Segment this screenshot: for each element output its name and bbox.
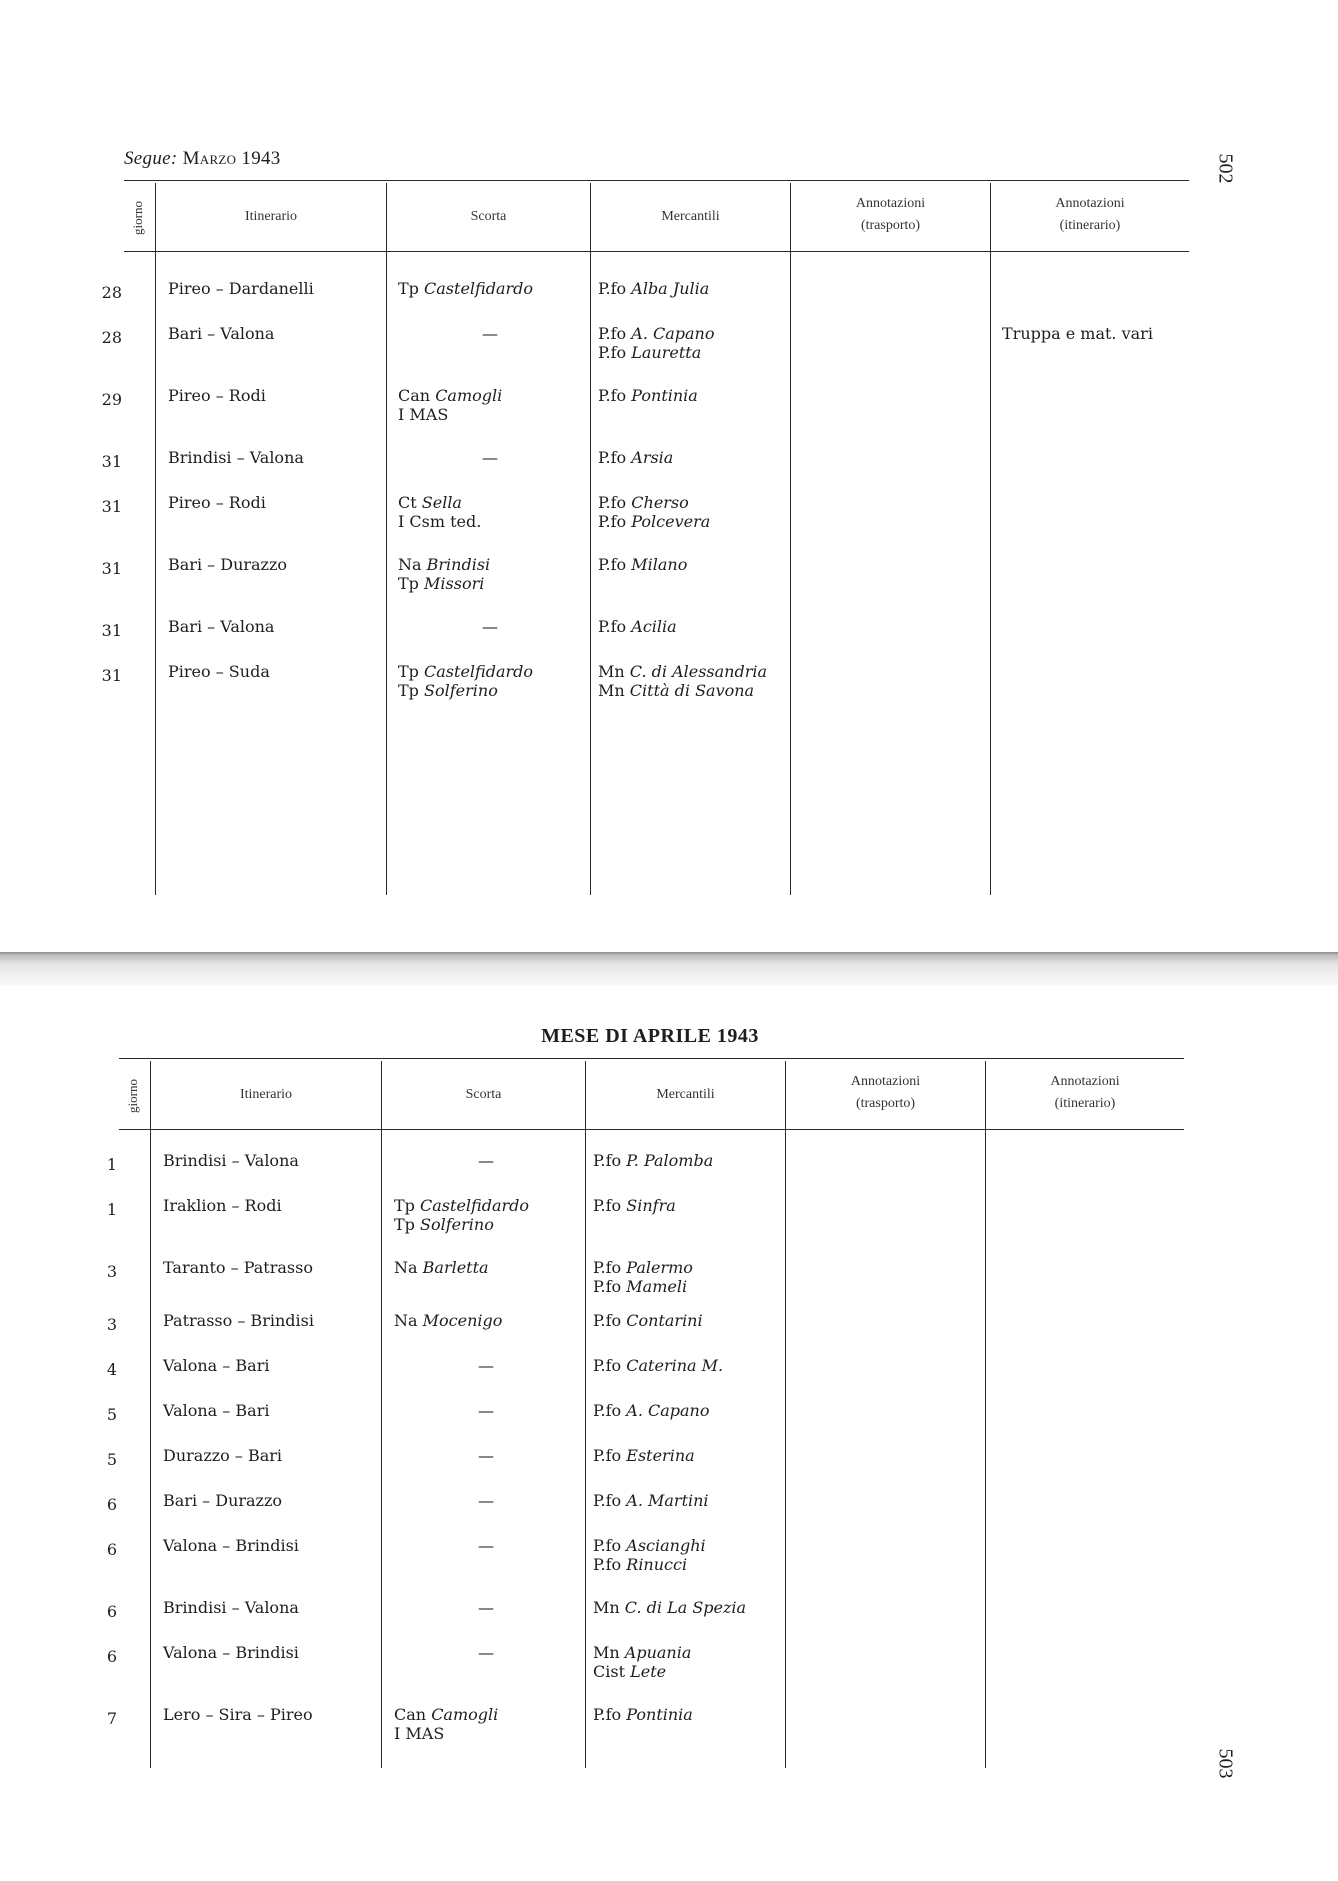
- escort-line: [398, 405, 502, 424]
- header-itinerario: Itinerario: [244, 209, 298, 224]
- escort-line: [398, 512, 481, 531]
- header-ann-itinerario-line1: Annotazioni: [1050, 1074, 1120, 1089]
- merchant-type: P.fo: [598, 617, 627, 636]
- merchant-ship-name: Palermo: [626, 1258, 693, 1277]
- merchant-line: [593, 1311, 703, 1330]
- escort-line: [398, 448, 498, 467]
- merchant-type: P.fo: [593, 1536, 622, 1555]
- merchant-ship-name: Mameli: [626, 1277, 688, 1296]
- merchant-type: P.fo: [593, 1311, 622, 1330]
- merchant-ship-name: Contarini: [626, 1311, 703, 1330]
- day-cell: 31: [101, 621, 122, 640]
- escort-line: [398, 555, 490, 574]
- running-head-prefix: Segue:: [124, 148, 178, 169]
- merchant-type: Mn: [593, 1598, 620, 1617]
- header-itinerario: Itinerario: [239, 1087, 293, 1102]
- escort-cell: [398, 448, 498, 467]
- escort-line: [394, 1643, 494, 1662]
- merchant-line: [593, 1555, 706, 1574]
- escort-line: [394, 1151, 494, 1170]
- escort-line: [394, 1491, 494, 1510]
- merchant-type: P.fo: [598, 324, 627, 343]
- escort-cell: [394, 1446, 494, 1465]
- header-ann-itinerario: [986, 1071, 1184, 1115]
- escort-dash: —: [478, 1446, 494, 1465]
- escort-type: Na: [398, 555, 422, 574]
- day-cell: 7: [106, 1709, 117, 1728]
- merchant-line: [593, 1446, 695, 1465]
- day-cell: 28: [101, 283, 122, 302]
- escort-cell: [398, 662, 533, 700]
- merchant-ship-name: Arsia: [631, 448, 674, 467]
- route-cell: Pireo – Rodi: [168, 386, 266, 405]
- running-head-title: Marzo 1943: [182, 148, 281, 169]
- merchant-cell: [598, 448, 673, 467]
- merchant-ship-name: Pontinia: [626, 1705, 693, 1724]
- header-bottom-rule: [119, 1129, 1184, 1130]
- header-mercantili: Mercantili: [661, 209, 720, 224]
- day-cell: 5: [106, 1450, 117, 1469]
- day-cell: 5: [106, 1405, 117, 1424]
- escort-ship-name: Mocenigo: [422, 1311, 503, 1330]
- merchant-cell: [598, 324, 715, 362]
- note-itinerario-cell: Truppa e mat. vari: [1002, 324, 1153, 343]
- header-ann-trasporto-line2: (trasporto): [860, 218, 921, 233]
- merchant-ship-name: Alba Julia: [631, 279, 710, 298]
- col-divider: [585, 1061, 586, 1768]
- escort-cell: [394, 1598, 494, 1617]
- merchant-type: P.fo: [593, 1196, 622, 1215]
- escort-ship-name: Camogli: [435, 386, 503, 405]
- merchant-cell: [598, 617, 677, 636]
- merchant-ship-name: Cherso: [631, 493, 689, 512]
- merchant-ship-name: Caterina M.: [626, 1356, 724, 1375]
- day-cell: 4: [106, 1360, 117, 1379]
- merchant-line: [598, 617, 677, 636]
- col-divider: [381, 1061, 382, 1768]
- escort-cell: [398, 555, 490, 593]
- escort-type: I Csm ted.: [398, 512, 482, 531]
- merchant-ship-name: Lete: [630, 1662, 667, 1681]
- merchant-ship-name: Lauretta: [631, 343, 702, 362]
- merchant-line: [598, 512, 710, 531]
- header-ann-trasporto-line2: (trasporto): [855, 1096, 916, 1111]
- escort-dash: —: [482, 448, 498, 467]
- route-cell: Brindisi – Valona: [163, 1151, 299, 1170]
- merchant-type: P.fo: [593, 1705, 622, 1724]
- escort-line: [398, 386, 502, 405]
- merchant-ship-name: C. di Alessandria: [629, 662, 768, 681]
- merchant-cell: [593, 1536, 706, 1574]
- merchant-ship-name: Sinfra: [626, 1196, 676, 1215]
- escort-ship-name: Solferino: [424, 681, 498, 700]
- escort-line: [394, 1705, 498, 1724]
- escort-type: Tp: [394, 1196, 415, 1215]
- table-top-rule: [119, 1058, 1184, 1059]
- merchant-type: P.fo: [593, 1277, 622, 1296]
- route-cell: Bari – Valona: [168, 324, 275, 343]
- escort-ship-name: Barletta: [422, 1258, 489, 1277]
- header-ann-trasporto: [791, 193, 990, 237]
- header-ann-itinerario-line1: Annotazioni: [1055, 196, 1125, 211]
- day-cell: 6: [106, 1602, 117, 1621]
- merchant-line: [593, 1196, 676, 1215]
- header-ann-itinerario: [991, 193, 1189, 237]
- merchant-line: [598, 493, 710, 512]
- merchant-cell: [598, 386, 698, 405]
- escort-cell: [394, 1311, 502, 1330]
- page-number-502: 502: [1214, 153, 1237, 184]
- merchant-line: [593, 1401, 710, 1420]
- merchant-line: [593, 1643, 691, 1662]
- route-cell: Valona – Brindisi: [163, 1643, 299, 1662]
- merchant-type: Mn: [593, 1643, 620, 1662]
- escort-ship-name: Sella: [421, 493, 462, 512]
- merchant-line: [598, 681, 767, 700]
- merchant-ship-name: Città di Savona: [629, 681, 755, 700]
- day-cell: 3: [106, 1315, 117, 1334]
- day-cell: 3: [106, 1262, 117, 1281]
- escort-type: Tp: [394, 1215, 415, 1234]
- escort-ship-name: Missori: [424, 574, 485, 593]
- day-cell: 31: [101, 452, 122, 471]
- route-cell: Patrasso – Brindisi: [163, 1311, 314, 1330]
- escort-line: [394, 1724, 498, 1743]
- merchant-ship-name: Ascianghi: [626, 1536, 706, 1555]
- day-cell: 6: [106, 1495, 117, 1514]
- escort-line: [394, 1598, 494, 1617]
- escort-type: Tp: [398, 279, 419, 298]
- merchant-type: P.fo: [593, 1356, 622, 1375]
- escort-cell: [394, 1151, 494, 1170]
- col-divider: [150, 1061, 151, 1768]
- merchant-line: [593, 1662, 691, 1681]
- escort-dash: —: [482, 324, 498, 343]
- header-ann-itinerario-line2: (itinerario): [1059, 218, 1121, 233]
- merchant-line: [598, 324, 715, 343]
- escort-line: [394, 1215, 529, 1234]
- escort-ship-name: Castelfidardo: [424, 662, 533, 681]
- merchant-ship-name: Milano: [631, 555, 688, 574]
- route-cell: Bari – Valona: [168, 617, 275, 636]
- merchant-ship-name: A. Capano: [626, 1401, 710, 1420]
- route-cell: Pireo – Suda: [168, 662, 270, 681]
- header-ann-itinerario-line2: (itinerario): [1054, 1096, 1116, 1111]
- merchant-type: P.fo: [593, 1258, 622, 1277]
- escort-cell: [394, 1705, 498, 1743]
- day-cell: 1: [106, 1155, 117, 1174]
- merchant-type: P.fo: [598, 279, 627, 298]
- escort-type: Na: [394, 1258, 418, 1277]
- merchant-line: [593, 1277, 693, 1296]
- escort-ship-name: Camogli: [431, 1705, 499, 1724]
- escort-line: [394, 1356, 494, 1375]
- merchant-ship-name: Pontinia: [631, 386, 698, 405]
- escort-dash: —: [478, 1536, 494, 1555]
- merchant-ship-name: A. Capano: [631, 324, 715, 343]
- header-ann-trasporto: [786, 1071, 985, 1115]
- merchant-line: [598, 386, 698, 405]
- escort-type: Tp: [398, 681, 419, 700]
- escort-cell: [398, 617, 498, 636]
- col-divider: [790, 183, 791, 895]
- escort-type: Ct: [398, 493, 417, 512]
- route-cell: Valona – Bari: [163, 1401, 270, 1420]
- merchant-ship-name: Polcevera: [631, 512, 711, 531]
- merchant-cell: [593, 1151, 713, 1170]
- merchant-type: P.fo: [598, 512, 627, 531]
- route-cell: Valona – Brindisi: [163, 1536, 299, 1555]
- merchant-line: [593, 1491, 709, 1510]
- escort-type: Can: [398, 386, 431, 405]
- header-scorta: Scorta: [470, 209, 507, 224]
- route-cell: Brindisi – Valona: [163, 1598, 299, 1617]
- merchant-ship-name: Acilia: [631, 617, 677, 636]
- escort-type: Tp: [398, 662, 419, 681]
- escort-line: [394, 1196, 529, 1215]
- merchant-type: P.fo: [598, 555, 627, 574]
- escort-line: [398, 681, 533, 700]
- escort-line: [398, 493, 481, 512]
- escort-line: [398, 574, 490, 593]
- escort-line: [394, 1401, 494, 1420]
- merchant-cell: [598, 555, 687, 574]
- escort-cell: [394, 1356, 494, 1375]
- merchant-type: P.fo: [593, 1555, 622, 1574]
- day-cell: 29: [101, 390, 122, 409]
- day-cell: 31: [101, 497, 122, 516]
- merchant-line: [593, 1258, 693, 1277]
- merchant-type: Mn: [598, 662, 625, 681]
- merchant-cell: [593, 1705, 693, 1724]
- merchant-cell: [593, 1311, 703, 1330]
- escort-line: [398, 279, 533, 298]
- merchant-cell: [593, 1446, 695, 1465]
- merchant-ship-name: P. Palomba: [626, 1151, 714, 1170]
- merchant-line: [598, 279, 709, 298]
- escort-ship-name: Castelfidardo: [420, 1196, 529, 1215]
- escort-line: [398, 324, 498, 343]
- page-number-503: 503: [1214, 1748, 1237, 1779]
- merchant-cell: [593, 1643, 691, 1681]
- route-cell: Taranto – Patrasso: [163, 1258, 313, 1277]
- page-503: [0, 985, 1338, 1881]
- merchant-cell: [593, 1356, 723, 1375]
- merchant-type: P.fo: [593, 1491, 622, 1510]
- merchant-cell: [593, 1258, 693, 1296]
- escort-dash: —: [478, 1643, 494, 1662]
- route-cell: Bari – Durazzo: [168, 555, 288, 574]
- month-title: MESE DI APRILE 1943: [541, 1025, 759, 1047]
- merchant-type: P.fo: [598, 386, 627, 405]
- escort-line: [394, 1536, 494, 1555]
- header-bottom-rule: [124, 251, 1189, 252]
- header-mercantili: Mercantili: [656, 1087, 715, 1102]
- escort-ship-name: Brindisi: [426, 555, 491, 574]
- col-divider: [785, 1061, 786, 1768]
- route-cell: Valona – Bari: [163, 1356, 270, 1375]
- merchant-line: [598, 343, 715, 362]
- merchant-type: P.fo: [593, 1401, 622, 1420]
- merchant-cell: [598, 662, 767, 700]
- escort-cell: [398, 493, 481, 531]
- escort-line: [394, 1311, 502, 1330]
- escort-ship-name: Castelfidardo: [424, 279, 533, 298]
- route-cell: Durazzo – Bari: [163, 1446, 283, 1465]
- route-cell: Pireo – Dardanelli: [168, 279, 314, 298]
- merchant-cell: [593, 1598, 746, 1617]
- merchant-ship-name: Esterina: [626, 1446, 695, 1465]
- merchant-type: Mn: [598, 681, 625, 700]
- day-cell: 6: [106, 1540, 117, 1559]
- merchant-cell: [598, 493, 710, 531]
- header-ann-trasporto-line1: Annotazioni: [855, 196, 926, 211]
- merchant-cell: [593, 1196, 676, 1215]
- escort-type: Na: [394, 1311, 418, 1330]
- day-cell: 31: [101, 559, 122, 578]
- header-giorno: giorno: [130, 201, 145, 235]
- merchant-line: [593, 1356, 723, 1375]
- merchant-line: [593, 1598, 746, 1617]
- escort-cell: [398, 386, 502, 424]
- day-cell: 1: [106, 1200, 117, 1219]
- escort-type: I MAS: [398, 405, 449, 424]
- header-giorno: giorno: [125, 1079, 140, 1113]
- escort-line: [394, 1446, 494, 1465]
- merchant-line: [598, 662, 767, 681]
- escort-dash: —: [482, 617, 498, 636]
- merchant-type: P.fo: [598, 493, 627, 512]
- merchant-cell: [593, 1491, 709, 1510]
- merchant-cell: [598, 279, 709, 298]
- merchant-line: [593, 1536, 706, 1555]
- escort-dash: —: [478, 1151, 494, 1170]
- merchant-line: [598, 555, 687, 574]
- merchant-type: P.fo: [593, 1151, 622, 1170]
- route-cell: Lero – Sira – Pireo: [163, 1705, 313, 1724]
- route-cell: Bari – Durazzo: [163, 1491, 283, 1510]
- escort-cell: [394, 1536, 494, 1555]
- merchant-line: [598, 448, 673, 467]
- escort-dash: —: [478, 1356, 494, 1375]
- escort-cell: [394, 1196, 529, 1234]
- merchant-type: P.fo: [593, 1446, 622, 1465]
- escort-line: [398, 662, 533, 681]
- table-top-rule: [124, 180, 1189, 181]
- escort-dash: —: [478, 1491, 494, 1510]
- escort-cell: [394, 1258, 489, 1277]
- escort-dash: —: [478, 1401, 494, 1420]
- col-divider: [990, 183, 991, 895]
- merchant-type: P.fo: [598, 448, 627, 467]
- april-convoy-table: [0, 985, 1338, 1881]
- col-divider: [155, 183, 156, 895]
- header-ann-trasporto-line1: Annotazioni: [850, 1074, 921, 1089]
- col-divider: [386, 183, 387, 895]
- escort-cell: [398, 279, 533, 298]
- route-cell: Pireo – Rodi: [168, 493, 266, 512]
- header-scorta: Scorta: [465, 1087, 502, 1102]
- merchant-line: [593, 1151, 713, 1170]
- route-cell: Brindisi – Valona: [168, 448, 304, 467]
- escort-type: I MAS: [394, 1724, 445, 1743]
- merchant-cell: [593, 1401, 710, 1420]
- merchant-line: [593, 1705, 693, 1724]
- day-cell: 31: [101, 666, 122, 685]
- merchant-ship-name: A. Martini: [626, 1491, 709, 1510]
- merchant-ship-name: Rinucci: [626, 1555, 688, 1574]
- escort-type: Tp: [398, 574, 419, 593]
- escort-dash: —: [478, 1598, 494, 1617]
- escort-cell: [394, 1401, 494, 1420]
- escort-cell: [394, 1643, 494, 1662]
- day-cell: 6: [106, 1647, 117, 1666]
- route-cell: Iraklion – Rodi: [163, 1196, 282, 1215]
- col-divider: [985, 1061, 986, 1768]
- day-cell: 28: [101, 328, 122, 347]
- merchant-type: Cist: [593, 1662, 625, 1681]
- escort-ship-name: Solferino: [420, 1215, 494, 1234]
- col-divider: [590, 183, 591, 895]
- escort-line: [394, 1258, 489, 1277]
- merchant-type: P.fo: [598, 343, 627, 362]
- merchant-ship-name: Apuania: [624, 1643, 692, 1662]
- escort-cell: [398, 324, 498, 343]
- escort-line: [398, 617, 498, 636]
- merchant-ship-name: C. di La Spezia: [624, 1598, 747, 1617]
- escort-type: Can: [394, 1705, 427, 1724]
- escort-cell: [394, 1491, 494, 1510]
